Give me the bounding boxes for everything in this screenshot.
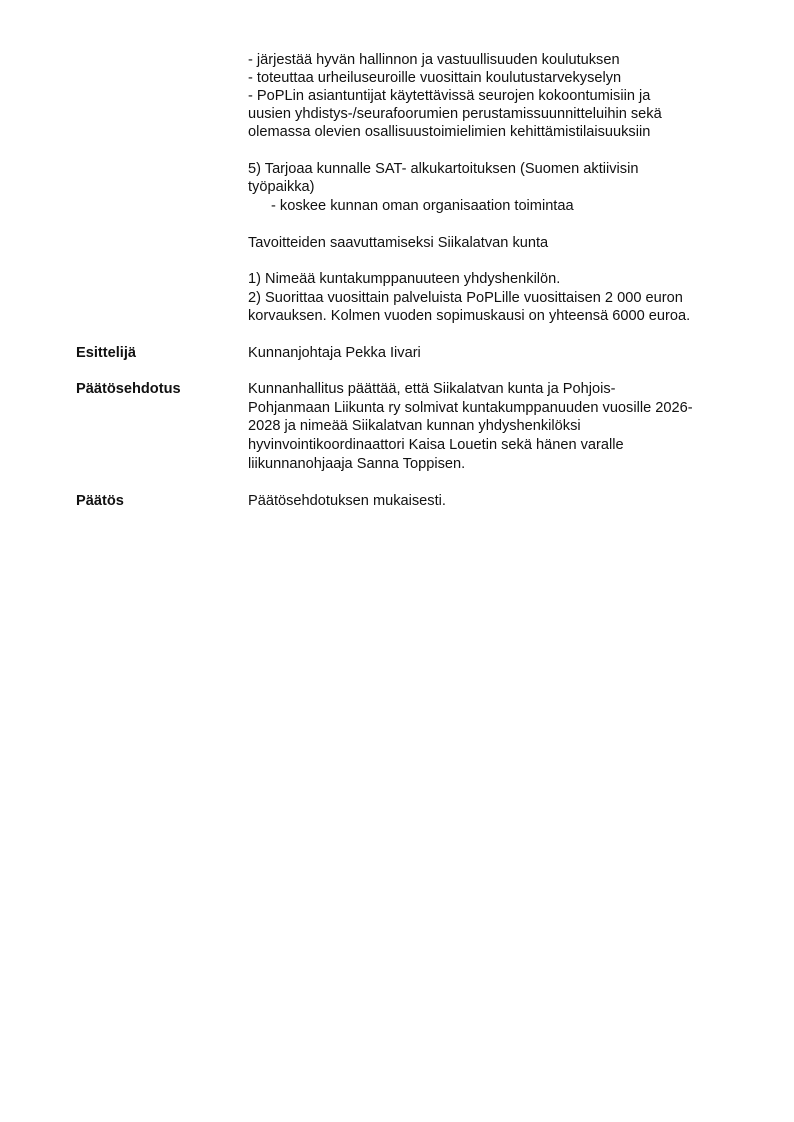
services-line: - toteuttaa urheiluseuroille vuosittain koulutustarvekyselyn xyxy=(248,70,622,86)
proposal-line: Pohjanmaan Liikunta ry solmivat kuntakumppanuuden vuosille 2026- xyxy=(248,400,693,416)
services-line: - PoPLin asiantuntijat käytettävissä seurojen kokoontumisiin ja xyxy=(248,88,651,104)
presenter-value: Kunnanjohtaja Pekka Iivari xyxy=(248,345,421,361)
proposal-line: 2028 ja nimeää Siikalatvan kunnan yhdyshenkilöksi xyxy=(248,418,581,434)
goal-line: korvauksen. Kolmen vuoden sopimuskausi on yhteensä 6000 euroa. xyxy=(248,308,691,324)
proposal-line: Kunnanhallitus päättää, että Siikalatvan kunta ja Pohjois- xyxy=(248,381,616,397)
goal-line: 1) Nimeää kuntakumppanuuteen yhdyshenkilön. xyxy=(248,271,561,287)
decision-value: Päätösehdotuksen mukaisesti. xyxy=(248,493,446,509)
services-line: uusien yhdistys-/seurafoorumien perustamissuunnitteluihin sekä xyxy=(248,106,662,122)
decision-label: Päätös xyxy=(76,493,124,509)
proposal-line: liikunnanohjaaja Sanna Toppisen. xyxy=(248,456,466,472)
goals-heading: Tavoitteiden saavuttamiseksi Siikalatvan kunta xyxy=(248,235,549,251)
proposal-line: hyvinvointikoordinaattori Kaisa Louetin sekä hänen varalle xyxy=(248,437,624,453)
services-line: olemassa olevien osallisuustoimielimien kehittämistilaisuuksiin xyxy=(248,124,651,140)
point-5-line: 5) Tarjoaa kunnalle SAT- alkukartoituksen (Suomen aktiivisin xyxy=(248,161,639,177)
goal-line: 2) Suorittaa vuosittain palveluista PoPLille vuosittaisen 2 000 euron xyxy=(248,290,683,306)
presenter-label: Esittelijä xyxy=(76,345,137,361)
proposal-label: Päätösehdotus xyxy=(76,381,181,397)
services-line: - järjestää hyvän hallinnon ja vastuullisuuden koulutuksen xyxy=(248,52,620,68)
point-5-line: työpaikka) xyxy=(248,179,315,195)
point-5-subitem: - koskee kunnan oman organisaation toimintaa xyxy=(271,198,574,214)
